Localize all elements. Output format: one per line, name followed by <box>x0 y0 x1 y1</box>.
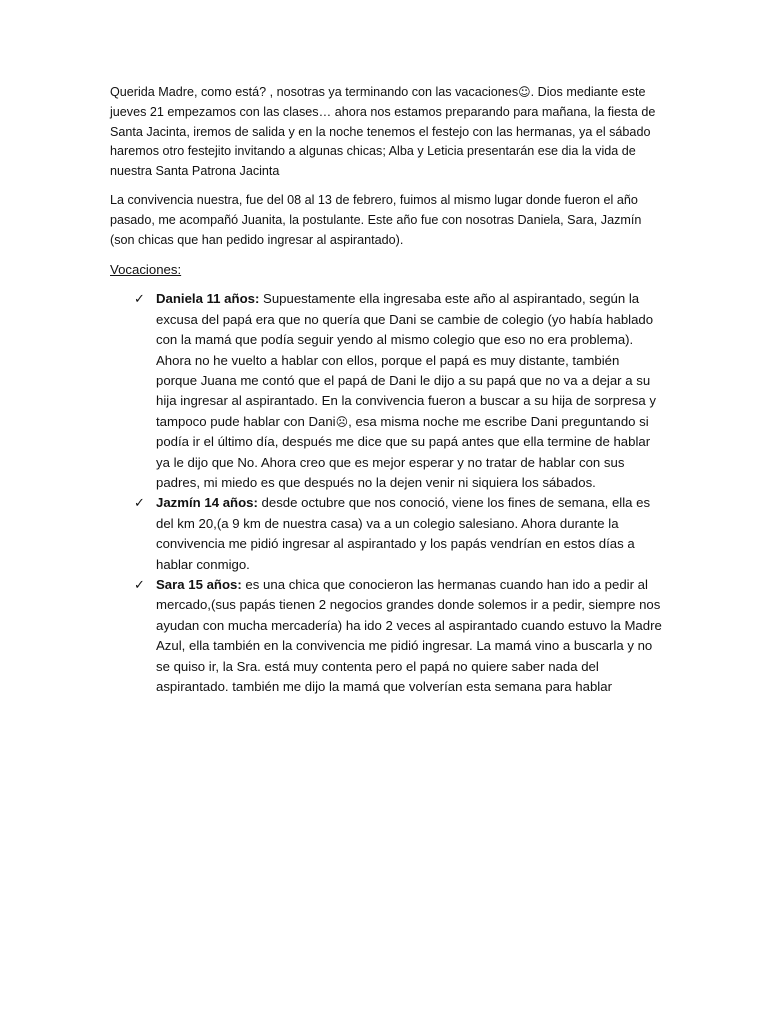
item-name: Daniela 11 años: <box>156 291 260 307</box>
list-item-jazmin <box>110 493 662 575</box>
letter-page <box>110 83 662 698</box>
check-icon: ✓ <box>134 495 145 511</box>
item-text: es una chica que conocieron las hermanas cuando han ido a pedir al mercado,(sus papás tienen 2 negocios grandes donde solemos ir a pedir, siempre nos ayudan con mucha mercadería) ha ido 2 veces al aspirantado cuando estuvo la Madre Azul, ella también en la convivencia me pidió ingresar. La mamá vino a buscarla y no se quiso ir, la Sra. está muy contenta pero el papá no quiere saber nada del aspirantado. también me dijo la mamá que volverían esta semana para hablar <box>156 577 662 695</box>
check-icon: ✓ <box>134 577 145 593</box>
item-name: Jazmín 14 años: <box>156 495 258 511</box>
vocaciones-heading: Vocaciones: <box>110 262 182 278</box>
check-icon: ✓ <box>134 291 145 307</box>
item-text-end: , esa misma noche me escribe Dani preguntando si podía ir el último día, después me dice que su papá antes que ella termine de hablar ya le dijo que No. Ahora creo que es mejor esperar y no tratar de hablar con sus padres, mi miedo es que después no la dejen venir ni siquiera los sábados. <box>156 413 651 491</box>
item-text-start: Supuestamente ella ingresaba este año al aspirantado, según la excusa del papá era que no quería que Dani se cambie de colegio (yo había hablado con la mamá que podía seguir yendo al mismo colegio que eso no era problema). Ahora no he vuelto a hablar con ellos, porque el papá es muy distante, también porque Juana me contó que el papá de Dani le dijo a su papá que no va a dejar a su hija ingresar al aspirantado. En la convivencia fueron a buscar a su hija de sorpresa y tampoco pude hablar con Dani <box>156 291 656 429</box>
item-name: Sara 15 años: <box>156 577 242 593</box>
intro-paragraph <box>110 83 662 182</box>
intro-text-start: Querida Madre, como está? , nosotras ya terminando con las vacaciones <box>110 85 519 99</box>
list-item-sara <box>110 575 662 697</box>
convivencia-paragraph: La convivencia nuestra, fue del 08 al 13 de febrero, fuimos al mismo lugar donde fueron el año pasado, me acompañó Juanita, la postulante. Este año fue con nosotras Daniela, Sara, Jazmín (son chicas que han pedido ingresar al aspirantado). <box>110 192 642 247</box>
intro-text-end: . Dios mediante este jueves 21 empezamos con las clases… ahora nos estamos preparando para mañana, la fiesta de Santa Jacinta, iremos de salida y en la noche tenemos el festejo con las hermanas, ya el sábado haremos otro festejito invitando a algunas chicas; Alba y Leticia presentarán ese dia la vida de nuestra Santa Patrona Jacinta <box>110 85 656 179</box>
vocaciones-list <box>110 289 662 697</box>
sad-face-icon: ☹ <box>335 414 349 429</box>
item-text: desde octubre que nos conoció, viene los fines de semana, ella es del km 20,(a 9 km de nuestra casa) va a un colegio salesiano. Ahora durante la convivencia me pidió ingresar al aspirantado y los papás vendrían en estos días a hablar conmigo. <box>156 495 651 572</box>
list-item-daniela <box>110 289 662 493</box>
smile-icon: ☺ <box>518 85 531 99</box>
